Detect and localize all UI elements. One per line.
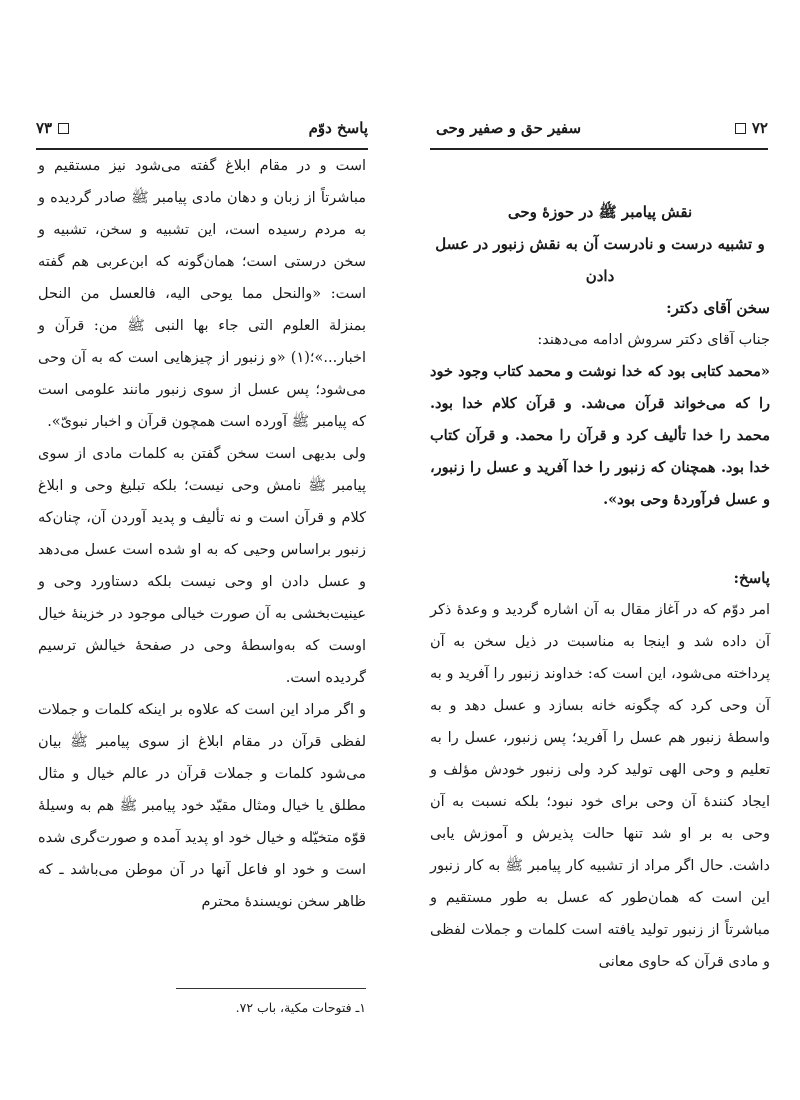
page-marker-square-icon <box>58 123 69 134</box>
left-paragraph-3: و اگر مراد این است که علاوه بر اینکه کلمات و جملات لفظی قرآن در مقام ابلاغ از سوی پیامبر ﷺ بیان می‌شود کلمات و جملات قرآن در عالم خیال و مثال مطلق یا خیال ومثال مقیّد خود پیامبر ﷺ هم به وسیلهٔ قوّه متخیّله و خیال خود او پدید آمده و صورت‌گری شده است و خود او فاعل آنها در آن موطن می‌باشد ـ که ظاهر سخن نویسندهٔ محترم <box>38 702 366 910</box>
answer-paragraph: امر دوّم که در آغاز مقال به آن اشاره گردید و وعدهٔ ذکر آن داده شد و اینجا به مناسبت در ذیل سخن به آن پرداخته می‌شود، این است که: خداوند زنبور را آفرید و به آن وحی کرد که چگونه خانه بسازد و عسل دهد و به واسطهٔ زنبور هم عسل را آفرید؛ پس زنبور، عسل را به تعلیم و وحی الهی تولید کرد ولی زنبور خودش مؤلف و ایجاد کنندهٔ آن وحی برای خود نبود؛ بلکه نسبت به آن وحی به بر او شد تنها حالت پذیرش و آموزش یابی داشت. حال اگر مراد از تشبیه کار پیامبر ﷺ به کار زنبور این است که همان‌طور که عسل به طور مستقیم و مباشرتاً از زنبور تولید یافته است کلمات و جملات لفظی و مادی قرآن که حاوی معانی <box>430 602 770 970</box>
right-body-text <box>430 196 770 978</box>
right-running-title: سفیر حق و صفیر وحی <box>436 119 582 137</box>
section-heading-line-2: و تشبیه درست و نادرست آن به نقش زنبور در عسل دادن <box>435 235 765 285</box>
left-running-title: پاسخ دوّم <box>308 119 368 137</box>
intro-line: جناب آقای دکتر سروش ادامه می‌دهند: <box>537 332 770 348</box>
right-page <box>400 0 800 1100</box>
right-page-number-group <box>735 119 768 137</box>
section-heading-line-1: نقش پیامبر ﷺ در حوزهٔ وحی <box>507 203 693 221</box>
footnote: ۱ـ فتوحات مکیة، باب ۷۲. <box>235 1000 366 1015</box>
left-page-header <box>36 116 368 140</box>
right-page-header <box>436 116 768 140</box>
left-page-number: ۷۳ <box>36 119 53 137</box>
speaker-heading: سخن آقای دکتر: <box>666 299 770 317</box>
left-paragraph-1: است و در مقام ابلاغ گفته می‌شود نیز مستقیم و مباشرتاً از زبان و دهان مادی پیامبر ﷺ صادر گردیده و به مردم رسیده است، این تشبیه و سخن، تشبیه و سخن درستی است؛ همان‌گونه که ابن‌عربی هم گفته است: «والنحل مما یوحی الیه، فالعسل من النحل بمنزلة العلوم التی جاء بها النبی ﷺ من: قرآن و اخبار...»؛(۱) «و زنبور از چیزهایی است که به آن وحی می‌شود؛ پس عسل از سوی زنبور مانند علومی است که پیامبر ﷺ آورده است همچون قرآن و اخبار نبویّ». <box>38 158 366 430</box>
right-header-rule <box>430 148 768 150</box>
paragraph-spacer <box>430 516 770 562</box>
left-body-text <box>38 150 366 918</box>
left-paragraph-2: ولی بدیهی است سخن گفتن به کلمات مادی از سوی پیامبر ﷺ نامش وحی نیست؛ بلکه تبلیغ وحی و ابلاغ کلام و قرآن است و نه تألیف و پدید آوردن آن، چنان‌که زنبور براساس وحیی که به او شده است عسل می‌دهد و عسل دادن او وحی نیست بلکه دستاورد وحی و عینیت‌بخشی به آن صورت خیالی موجود در خزینهٔ خیال اوست که به‌واسطهٔ وحی در صفحهٔ خیالش ترسیم گردیده است. <box>38 446 366 686</box>
right-page-number: ۷۲ <box>751 119 768 137</box>
answer-heading: پاسخ: <box>733 569 770 587</box>
left-page-number-group <box>36 119 69 137</box>
quoted-passage: «محمد کتابی بود که خدا نوشت و محمد کتاب وجود خود را که می‌خواند قرآن می‌شد. و قرآن کلام خدا بود. محمد را خدا تألیف کرد و قرآن را محمد. و قرآن کتاب خدا بود. همچنان که زنبور را خدا آفرید و عسل را زنبور، و عسل فرآوردهٔ وحی بود». <box>430 363 770 508</box>
footnote-rule <box>176 988 366 989</box>
page-marker-square-icon <box>735 123 746 134</box>
